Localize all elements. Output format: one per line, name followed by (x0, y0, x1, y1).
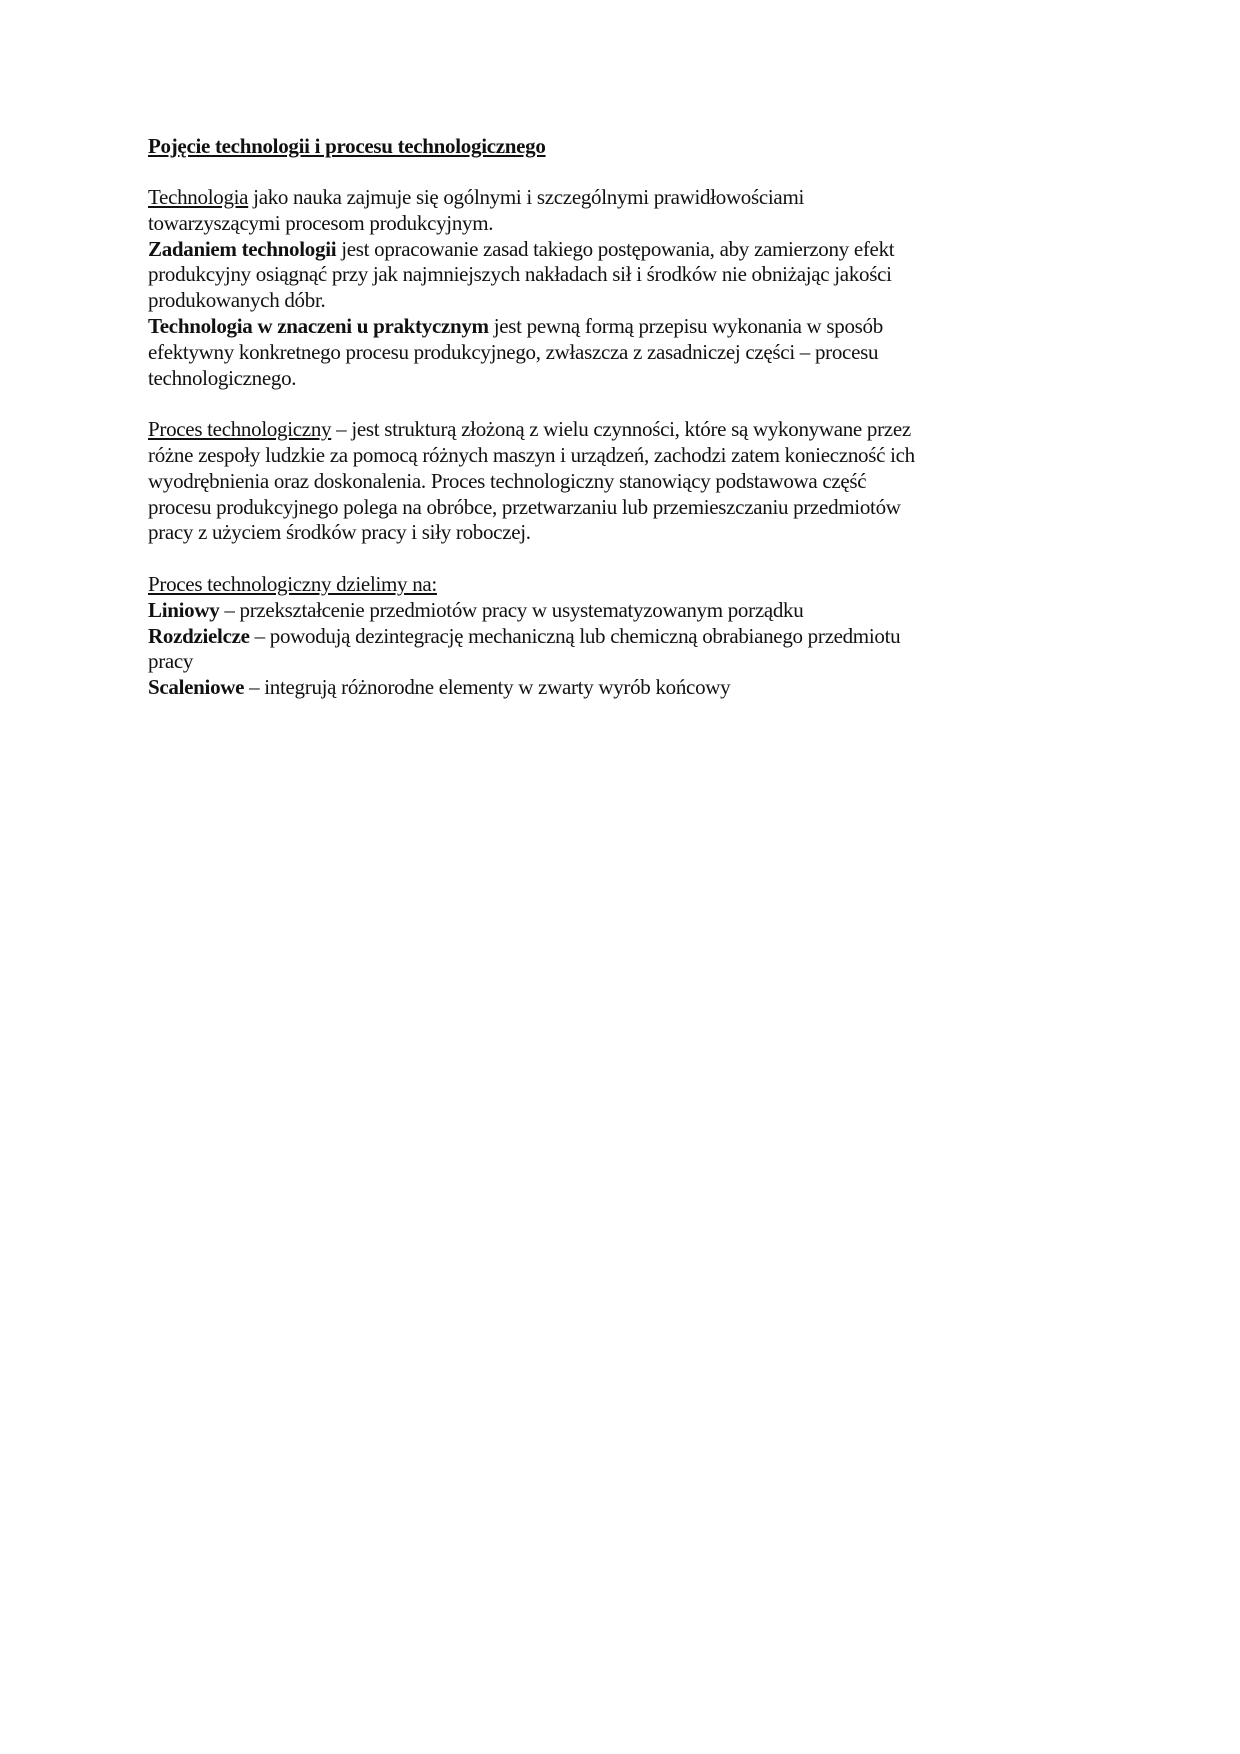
text-segment: wyodrębnienia oraz doskonalenia. Proces technologiczny stanowiący podstawowa część (148, 468, 867, 493)
text-segment: – przekształcenie przedmiotów pracy w usystematyzowanym porządku (219, 597, 804, 622)
text-line (148, 494, 901, 520)
text-segment: produkowanych dóbr. (148, 288, 326, 313)
text-line (148, 313, 883, 339)
text-segment: różne zespoły ludzkie za pomocą różnych maszyn i urządzeń, zachodzi zatem konieczność ich (148, 443, 915, 467)
text-line (148, 623, 900, 649)
text-segment: towarzyszącymi procesom produkcyjnym. (148, 210, 494, 235)
bold-term: Scaleniowe (148, 675, 245, 700)
text-segment: procesu produkcyjnego polega na obróbce, przetwarzaniu lub przemieszczaniu przedmiotów (148, 494, 901, 519)
underlined-term: Proces technologiczny (148, 417, 332, 442)
text-line (148, 365, 296, 391)
bold-term: Rozdzielcze (148, 623, 250, 648)
text-segment: jest opracowanie zasad takiego postępowania, aby zamierzony efekt (336, 236, 895, 261)
text-line (148, 416, 911, 442)
text-line (148, 339, 878, 365)
underlined-term: Proces technologiczny dzielimy na: (148, 572, 437, 596)
text-segment: – powodują dezintegrację mechaniczną lub chemiczną obrabianego przedmiotu (249, 623, 901, 648)
text-line (148, 468, 866, 494)
text-line (148, 184, 804, 210)
text-segment: pracy (148, 649, 194, 674)
bold-term: Liniowy (148, 597, 220, 622)
bold-term: Zadaniem technologii (148, 236, 337, 261)
text-segment: – integrują różnorodne elementy w zwarty wyrób końcowy (244, 675, 731, 700)
text-line (148, 261, 892, 287)
text-segment: pracy z użyciem środków pracy i siły roboczej. (148, 520, 531, 545)
text-segment: jako nauka zajmuje się ogólnymi i szczególnymi prawidłowościami (248, 185, 805, 209)
text-segment: – jest strukturą złożoną z wielu czynności, które są wykonywane przez (331, 417, 911, 442)
text-segment: produkcyjny osiągnąć przy jak najmniejszych nakładach sił i środków nie obniżając jakości (148, 262, 892, 287)
text-line (148, 519, 531, 545)
underlined-term: Technologia (148, 185, 249, 209)
text-segment: efektywny konkretnego procesu produkcyjnego, zwłaszcza z zasadniczej części – procesu (148, 339, 879, 364)
text-line (148, 597, 803, 623)
bold-term: Technologia w znaczeni u praktycznym (148, 314, 489, 338)
text-segment: jest pewną formą przepisu wykonania w sposób (488, 314, 883, 338)
text-line (148, 571, 437, 597)
document-title: Pojęcie technologii i procesu technologicznego (148, 134, 546, 158)
text-line (148, 287, 325, 313)
text-segment: technologicznego. (148, 365, 297, 390)
text-line (148, 674, 730, 700)
text-line (148, 648, 193, 674)
text-line (148, 236, 894, 262)
text-line (148, 210, 493, 236)
text-line (148, 442, 915, 468)
